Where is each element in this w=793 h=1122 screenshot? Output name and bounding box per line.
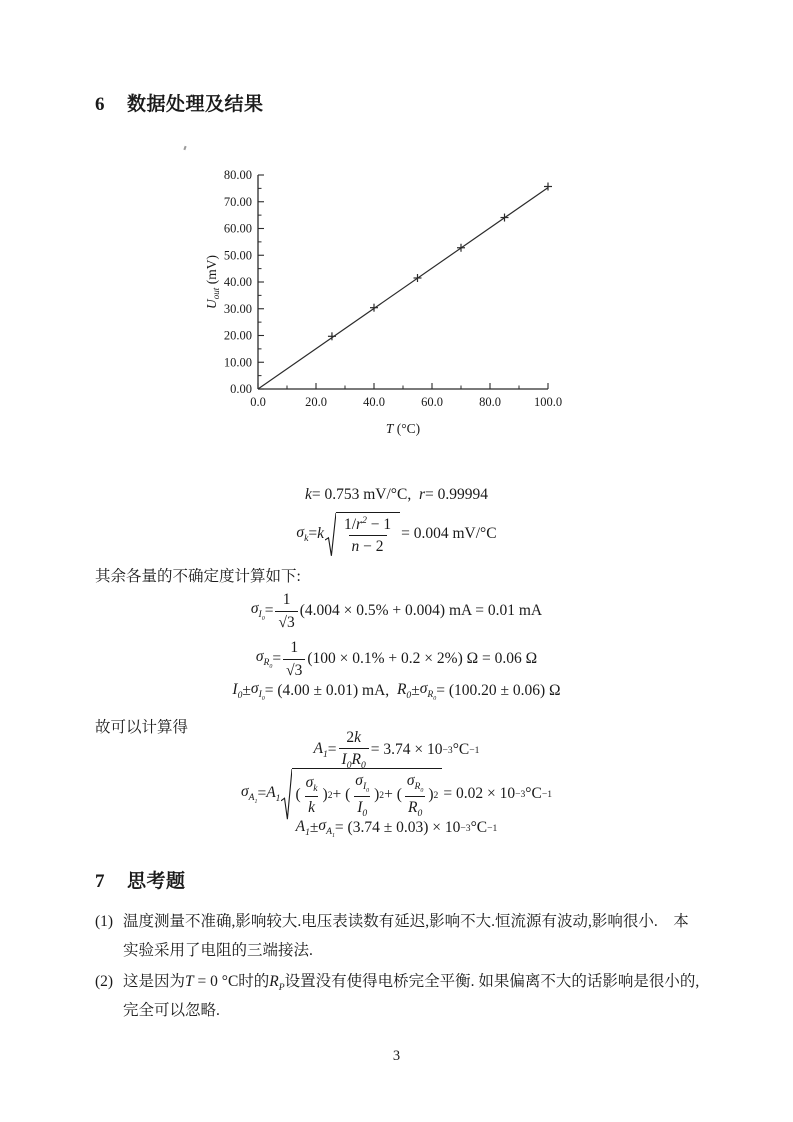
svg-text:80.0: 80.0 bbox=[479, 395, 501, 409]
page-number: 3 bbox=[392, 1048, 401, 1064]
figure-calibration-plot bbox=[196, 160, 576, 450]
svg-text:T (°C): T (°C) bbox=[385, 421, 421, 436]
section-7-heading bbox=[95, 866, 186, 893]
scan-speck bbox=[183, 146, 186, 150]
radical-sign bbox=[325, 512, 336, 557]
equation-a1-result: $A_1$ ± $\sigma_{A_1}$ = (3.74 ± 0.03) × 10 −3 °C −1 bbox=[295, 816, 498, 839]
equation-sigma-r0: $\sigma_{R_0}$ = $\frac{1}{√3}$ (100 × 0.1% + 0.2 × 2%) Ω = 0.06 Ω bbox=[255, 639, 538, 679]
answer-item-2-text: 这是因为T = 0 °C时的$R_P$设置没有使得电桥完全平衡. 如果偏离不大的话影响是很小的,完全可以忽略. bbox=[123, 973, 700, 1019]
svg-text:20.0: 20.0 bbox=[305, 395, 327, 409]
answer-item-1-text: 温度测量不准确,影响较大.电压表读数有延迟,影响不大.恒流源有波动,影响很小. 本实验采用了电阻的三端接法. bbox=[123, 913, 689, 959]
equation-k-r: k = 0.753 mV/°C, r = 0.99994 bbox=[304, 486, 489, 503]
answer-item-1-label: (1) bbox=[95, 913, 114, 930]
section-6-title: 数据处理及结果 bbox=[127, 94, 264, 115]
svg-text:20.00: 20.00 bbox=[223, 328, 252, 343]
svg-text:60.00: 60.00 bbox=[223, 221, 252, 236]
svg-text:70.00: 70.00 bbox=[223, 194, 252, 209]
svg-text:50.00: 50.00 bbox=[223, 248, 252, 263]
svg-text:60.0: 60.0 bbox=[421, 395, 443, 409]
answer-item-1 bbox=[95, 908, 700, 965]
svg-text:40.0: 40.0 bbox=[363, 395, 385, 409]
svg-text:10.00: 10.00 bbox=[223, 355, 252, 370]
section-6-heading bbox=[95, 89, 264, 116]
svg-text:0.00: 0.00 bbox=[230, 382, 252, 396]
svg-text:100.0: 100.0 bbox=[533, 395, 563, 409]
section-7-number: 7 bbox=[95, 871, 105, 892]
radical-sign bbox=[281, 768, 292, 821]
section-6-number: 6 bbox=[95, 94, 105, 115]
svg-text:40.00: 40.00 bbox=[223, 275, 252, 289]
section-7-title: 思考题 bbox=[127, 871, 186, 892]
svg-text:80.00: 80.00 bbox=[223, 168, 252, 182]
uncertainty-intro-text: 其余各量的不确定度计算如下: bbox=[95, 568, 301, 585]
svg-text:0.0: 0.0 bbox=[250, 395, 266, 409]
answer-item-2-label: (2) bbox=[95, 973, 114, 990]
equation-sigma-k: $\sigma_k$ = k $\frac{1/r^2 - 1}{n - 2}$ = 0.004 mV/°C bbox=[0, 505, 793, 563]
svg-text:Uout (mV): $U_{out}$ (mV) bbox=[204, 255, 221, 309]
equation-sigma-i0: $\sigma_{I_0}$ = $\frac{1}{√3}$ (4.004 × 0.5% + 0.004) mA = 0.01 mA bbox=[250, 591, 543, 631]
equation-i0-r0-results: $I_0$ ± $\sigma_{I_0}$ = (4.00 ± 0.01) mA, $R_0$ ± $\sigma_{R_0}$ = (100.20 ± 0.06) Ω bbox=[232, 679, 561, 702]
answer-item-2 bbox=[95, 968, 700, 1026]
chart-svg bbox=[196, 160, 576, 445]
conclusion-intro-text: 故可以计算得 bbox=[95, 719, 189, 736]
equation-sigma-a1: $\sigma_{A_1}$ = $A_1$ ( $\frac{\sigma_k}{k}$ ) 2 + ( $\frac{\sigma_{I_0}}{I_0}$ ) 2 + ( $\frac{\sigma_{R_0}}{R_0}$ ) 2 = 0.02 × 10 −3 °C −1 bbox=[0, 765, 793, 823]
svg-text:30.00: 30.00 bbox=[223, 301, 252, 316]
equation-a1: $A_1$ = $\frac{2k}{I_0R_0}$ = 3.74 × 10 −3 °C −1 bbox=[313, 728, 480, 772]
